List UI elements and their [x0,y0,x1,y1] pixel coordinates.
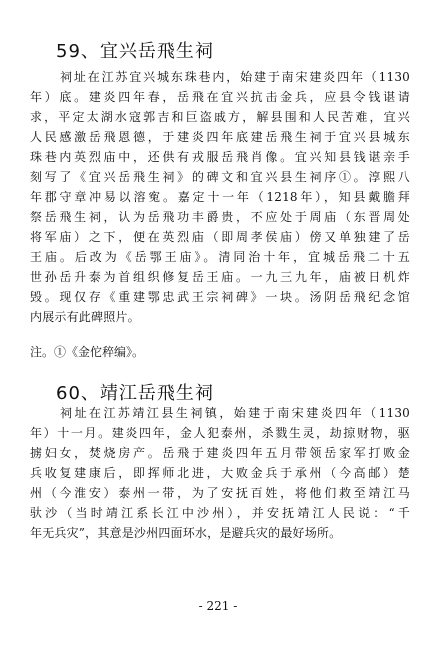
text-line: 年郡守章冲易以溶寃。嘉定十一年（1218年），知县戴膽拜 [30,190,410,204]
page-number: - 221 - [198,599,238,613]
text-line: 毁。现仅存《重建鄂忠武王宗祠碑》一块。汤阴岳飛纪念馆 [30,290,410,304]
text-line: 祠址在江苏宜兴城东珠巷内，始建于南宋建炎四年（1130 [60,70,410,84]
text-line: 王庙。后改为《岳鄂王庙》。清同治十年，宜城岳飛二十五 [30,250,410,264]
text-line: 年无兵灾”，其意是沙州四面环水，是避兵灾的最好场所。 [30,526,342,540]
text-line: 兵收复建康后，即挥师北进，大败金兵于承州（今高邮）楚 [30,466,410,480]
text-line: 珠巷内英烈庙中，还供有戎服岳飛肖像。宜兴知县钱谌亲手 [30,150,410,164]
text-line: 刻写了《宜兴岳飛生祠》的碑文和宜兴县生祠序①。淳熙八 [30,170,410,184]
section-59-body [30,67,410,327]
text-line: 人民感激岳飛恩德，于建炎四年底建岳飛生祠于宜兴县城东 [30,130,410,144]
text-line: 世孙岳升泰为首组织修复岳王庙。一九三九年，庙被日机炸 [30,270,410,284]
text-line: 州（今淮安）泰州一带，为了安抚百姓，将他们救至靖江马 [30,486,410,500]
section-60-body [30,403,410,543]
section-title-60: 60、靖江岳飛生祠 [56,383,214,404]
text-line: 年）十一月。建炎四年，金人犯泰州，杀戮生灵，劫掠财物，驱 [30,426,410,440]
text-line: 求，平定太湖水寇郭吉和巨盗戚方，解县围和人民苦难，宜兴 [30,110,410,124]
text-line: 将军庙）之下，便在英烈庙（即周孝侯庙）傍又单独建了岳 [30,230,410,244]
section-title-59: 59、宜兴岳飛生祠 [56,41,214,62]
footnote: 注。①《金佗稡编》。 [30,345,145,359]
text-line: 祠址在江苏靖江县生祠镇，始建于南宋建炎四年（1130 [60,406,410,420]
text-line: 年）底。建炎四年春，岳飛在宜兴抗击金兵，应县令钱谌请 [30,90,410,104]
text-line: 内展示有此碑照片。 [30,310,140,324]
text-line: 驮沙（当时靖江系长江中沙州），并安抚靖江人民说：“千 [30,506,410,520]
text-line: 掳妇女，焚烧房产。岳飛于建炎四年五月带领岳家军打败金 [30,446,410,460]
text-line: 祭岳飛生祠，认为岳飛功丰爵贵，不应处于周庙（东晋周处 [30,210,410,224]
